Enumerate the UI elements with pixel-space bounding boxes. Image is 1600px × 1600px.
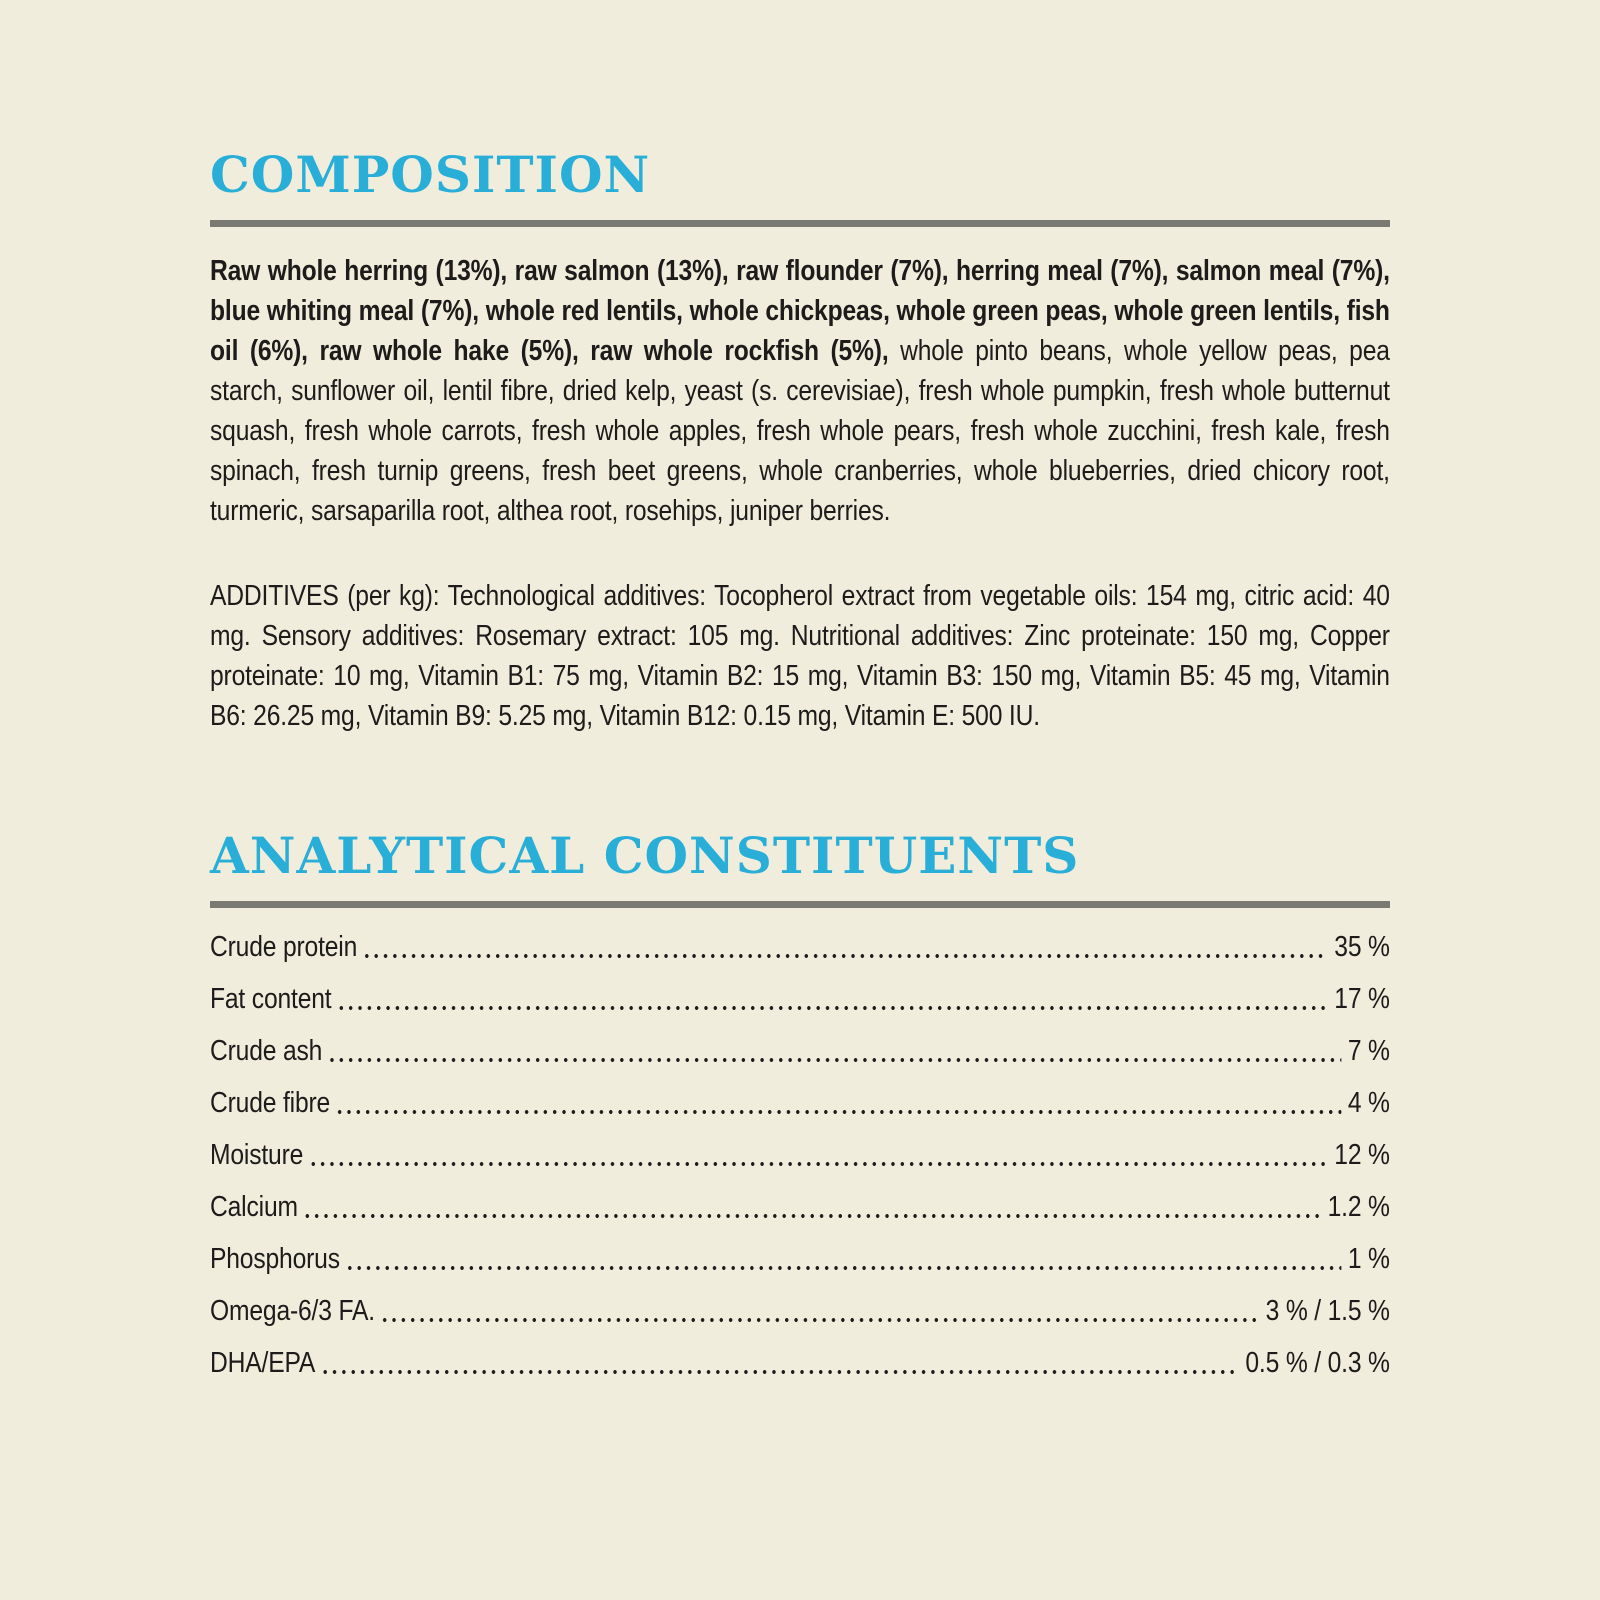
leader-dots <box>337 983 1328 1016</box>
constituent-value: 35 % <box>1334 931 1390 963</box>
leader-dots <box>308 1139 1327 1172</box>
constituent-value: 4 % <box>1347 1087 1390 1119</box>
leader-dots <box>320 1347 1238 1380</box>
leader-dots <box>380 1295 1259 1328</box>
constituent-label: Crude ash <box>210 1035 323 1067</box>
composition-title: COMPOSITION <box>210 145 651 204</box>
constituent-row <box>210 1087 1390 1120</box>
constituent-row <box>210 1295 1390 1328</box>
constituent-row <box>210 1243 1390 1276</box>
constituent-value: 1 % <box>1347 1243 1390 1275</box>
constituent-value: 3 % / 1.5 % <box>1265 1295 1390 1327</box>
leader-dots <box>303 1191 1321 1224</box>
constituents-table <box>210 931 1390 1380</box>
constituent-row <box>210 1139 1390 1172</box>
leader-dots <box>362 931 1327 964</box>
constituent-label: Omega-6/3 FA. <box>210 1295 375 1327</box>
constituent-label: Phosphorus <box>210 1243 340 1275</box>
constituent-value: 0.5 % / 0.3 % <box>1245 1347 1390 1379</box>
analytical-rule <box>210 901 1390 908</box>
constituent-row <box>210 931 1390 964</box>
constituent-value: 7 % <box>1347 1035 1390 1067</box>
analytical-title: ANALYTICAL CONSTITUENTS <box>210 826 1080 885</box>
constituent-label: Moisture <box>210 1139 304 1171</box>
constituent-label: Fat content <box>210 983 332 1015</box>
analytical-section <box>210 826 1390 1380</box>
constituent-label: Crude protein <box>210 931 358 963</box>
label-content <box>210 145 1390 1380</box>
leader-dots <box>345 1243 1341 1276</box>
leader-dots <box>335 1087 1341 1120</box>
additives-paragraph: ADDITIVES (per kg): Technological additives: Tocopherol extract from vegetable oils: 154 mg, citric acid: 40 mg. Sensory additives: Rosemary extract: 105 mg. Nutritional additives: Zinc proteinate: 150 mg, Copper proteinate: 10 mg, Vitamin B1: 75 mg, Vitamin B2: 15 mg, Vitamin B3: 150 mg, Vitamin B5: 45 mg, Vitamin B6: 26.25 mg, Vitamin B9: 5.25 mg, Vitamin B12: 0.15 mg, Vitamin E: 500 IU. <box>210 580 1390 732</box>
composition-section <box>210 145 1390 736</box>
composition-rule <box>210 220 1390 227</box>
constituent-value: 1.2 % <box>1327 1191 1390 1223</box>
constituent-row <box>210 1347 1390 1380</box>
ingredients-bold-text: Raw whole herring (13%), raw salmon (13%), raw flounder (7%), herring meal (7%), salmon meal (7%), blue whiting meal (7%), whole red lentils, whole chickpeas, whole green peas, whole green lentils, fish oil (6%), raw whole hake (5%), raw whole rockfish (5%), <box>210 255 1390 367</box>
constituent-value: 12 % <box>1334 1139 1390 1171</box>
constituent-row <box>210 1191 1390 1224</box>
constituent-row <box>210 983 1390 1016</box>
constituent-label: DHA/EPA <box>210 1347 316 1379</box>
constituent-label: Crude fibre <box>210 1087 331 1119</box>
leader-dots <box>327 1035 1341 1068</box>
ingredients-regular-text: whole pinto beans, whole yellow peas, pea starch, sunflower oil, lentil fibre, dried kelp, yeast (s. cerevisiae), fresh whole pumpkin, fresh whole butternut squash, fresh whole carrots, fresh whole apples, fresh whole pears, fresh whole zucchini, fresh kale, fresh spinach, fresh turnip greens, fresh beet greens, whole cranberries, whole blueberries, dried chicory root, turmeric, sarsaparilla root, althea root, rosehips, juniper berries. <box>210 335 1390 527</box>
constituent-value: 17 % <box>1334 983 1390 1015</box>
ingredients-paragraph <box>210 251 1390 531</box>
constituent-label: Calcium <box>210 1191 298 1223</box>
constituent-row <box>210 1035 1390 1068</box>
